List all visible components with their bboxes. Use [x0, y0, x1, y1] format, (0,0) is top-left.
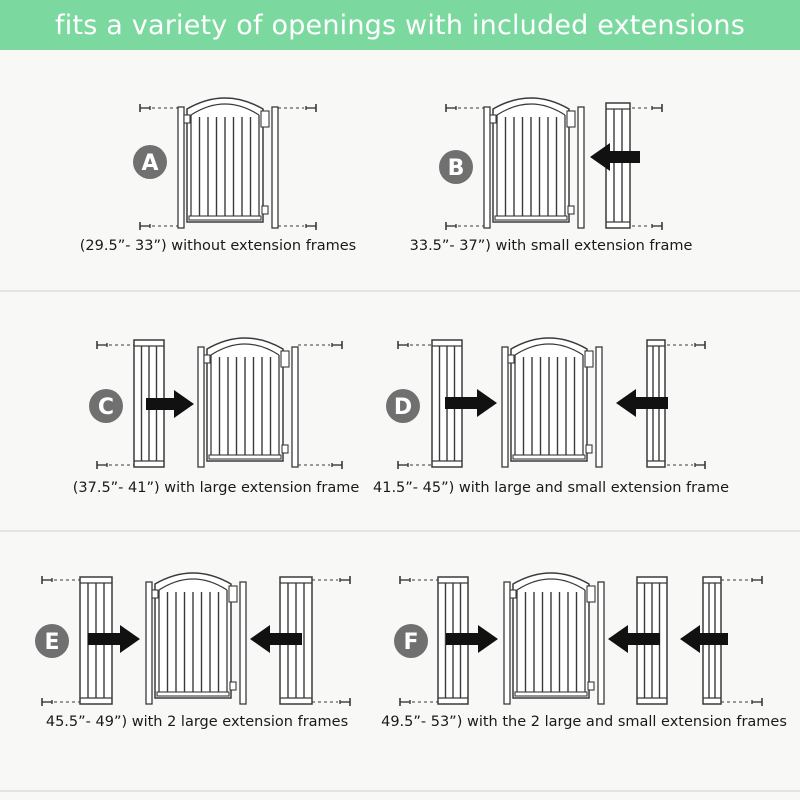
mount-bolt-icon: [695, 341, 705, 349]
mount-bolt-icon: [446, 222, 456, 230]
caption-f: 49.5”- 53”) with the 2 large and small extension frames: [381, 714, 787, 730]
badge-letter: F: [403, 630, 419, 655]
letter-circle-badge: [133, 145, 167, 179]
mount-bolt-icon: [752, 698, 762, 706]
mount-bolt-icon: [446, 104, 456, 112]
mount-bolt-icon: [398, 341, 408, 349]
caption-e: 45.5”- 49”) with 2 large extension frames: [45, 714, 349, 730]
mount-bolt-icon: [340, 698, 350, 706]
gate-diagram: [484, 98, 584, 228]
caption-d: 41.5”- 45”) with large and small extension frame: [372, 480, 730, 496]
mount-bolt-icon: [332, 341, 342, 349]
letter-circle-badge: [89, 389, 123, 423]
caption-a: (29.5”- 33”) without extension frames: [79, 238, 357, 254]
gate-diagram: [146, 573, 246, 704]
mount-bolt-icon: [97, 461, 107, 469]
letter-circle-badge: [439, 150, 473, 184]
letter-circle-badge: [35, 624, 69, 658]
mount-bolt-icon: [306, 222, 316, 230]
mount-bolt-icon: [97, 341, 107, 349]
mount-bolt-icon: [332, 461, 342, 469]
mount-bolt-icon: [140, 222, 150, 230]
gate-diagram: [178, 98, 278, 228]
mount-bolt-icon: [398, 461, 408, 469]
mount-bolt-icon: [400, 698, 410, 706]
mount-bolt-icon: [340, 576, 350, 584]
badge-letter: D: [393, 395, 413, 420]
mount-bolt-icon: [652, 222, 662, 230]
caption-c: (37.5”- 41”) with large extension frame: [72, 480, 360, 496]
gate-diagram: [198, 338, 298, 467]
badge-letter: B: [447, 156, 465, 181]
mount-bolt-icon: [400, 576, 410, 584]
badge-letter: C: [97, 395, 115, 420]
mount-bolt-icon: [752, 576, 762, 584]
mount-bolt-icon: [42, 576, 52, 584]
mount-bolt-icon: [652, 104, 662, 112]
mount-bolt-icon: [306, 104, 316, 112]
badge-letter: E: [44, 630, 60, 655]
mount-bolt-icon: [140, 104, 150, 112]
mount-bolt-icon: [695, 461, 705, 469]
banner-title: fits a variety of openings with included extensions: [55, 9, 745, 41]
caption-b: 33.5”- 37”) with small extension frame: [409, 238, 693, 254]
letter-circle-badge: [394, 624, 428, 658]
gate-diagram: [502, 338, 602, 467]
gate-diagram: [504, 573, 604, 704]
letter-circle-badge: [386, 389, 420, 423]
mount-bolt-icon: [42, 698, 52, 706]
badge-letter: A: [141, 151, 159, 176]
